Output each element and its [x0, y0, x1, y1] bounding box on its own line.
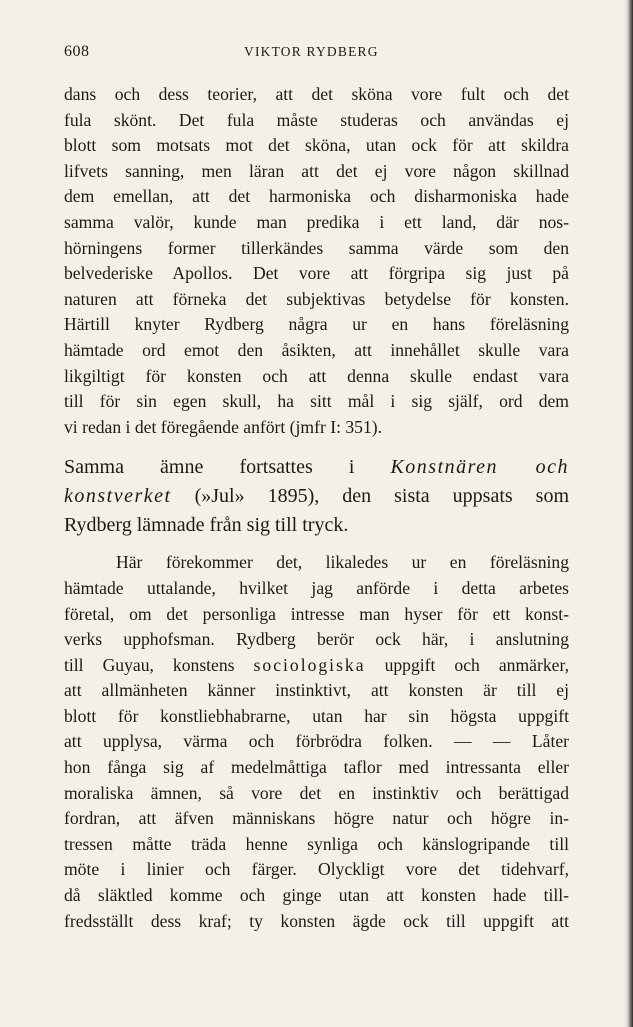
text-line: möte i linier och färger. Olyckligt vore det tidehvarf, [64, 859, 569, 880]
text-line: att upplysa, värma och förbrödra folken. — — Låter [64, 731, 569, 752]
text-line: hämtade ord emot den åsikten, att innehållet skulle vara [64, 339, 569, 360]
text-fragment: till Guyau, konstens [64, 654, 254, 675]
text-line: fula skönt. Det fula måste studeras och användas ej [64, 109, 569, 130]
text-line: vi redan i det föregående anfört (jmfr I: 351). [64, 416, 383, 437]
paragraph-1 [64, 82, 569, 440]
text-line: hämtade uttalande, hvilket jag anförde i detta arbetes [64, 577, 569, 598]
text-line: fordran, att äfven människans högre natur och högre in- [64, 808, 569, 829]
heading-text: Samma ämne fortsattes i [64, 456, 391, 479]
text-line: att allmänheten känner instinktivt, att konsten är till ej [64, 680, 569, 701]
heading-line-3: Rydberg lämnade från sig till tryck. [64, 514, 349, 537]
heading-text: (»Jul» 1895), den sista uppsats som [171, 485, 569, 508]
text-line: Här förekommer det, likaledes ur en föreläsning [116, 552, 569, 573]
text-line: moraliska ämnen, så vore det en instinktiv och berättigad [64, 782, 569, 803]
text-line: Härtill knyter Rydberg några ur en hans föreläsning [64, 314, 569, 335]
running-head: VIKTOR RYDBERG [244, 44, 379, 59]
heading-line-2 [64, 482, 569, 511]
text-line: naturen att förneka det subjektivas betydelse för konsten. [64, 288, 569, 309]
text-line: lifvets sanning, men läran att det ej vore någon skillnad [64, 160, 569, 181]
text-line: hörningens former tillerkändes samma värde som den [64, 237, 569, 258]
text-line: belvederiske Apollos. Det vore att förgripa sig just på [64, 263, 569, 284]
text-line: verks upphofsman. Rydberg berör ock här, i anslutning [64, 629, 569, 650]
text-line: samma valör, kunde man predika i ett land, där nos- [64, 211, 569, 232]
text-line: blott som motsats mot det sköna, utan ock för att skildra [64, 135, 569, 156]
text-line: tressen måtte träda henne synliga och känslogripande till [64, 833, 569, 854]
text-line: likgiltigt för konsten och att denna skulle endast vara [64, 365, 569, 386]
text-line: blott för konstliebhabrarne, utan har sin högsta uppgift [64, 705, 569, 726]
work-title-part-1: Konstnären och [390, 456, 569, 479]
text-line: dem emellan, att det harmoniska och disharmoniska hade [64, 186, 569, 207]
page-edge-shadow [624, 0, 633, 1027]
text-line: företal, om det personliga intresse man hyser för ett konst- [64, 603, 569, 624]
page-number: 608 [64, 43, 90, 60]
text-line: fredsställt dess kraf; ty konsten ägde ock till uppgift att [64, 910, 569, 931]
body-text [64, 82, 569, 934]
page-header [64, 43, 569, 65]
text-line [64, 653, 569, 679]
paragraph-2 [64, 550, 569, 934]
text-line: hon fånga sig af medelmåttiga taflor med intressanta eller [64, 757, 569, 778]
work-title-part-2: konstverket [64, 485, 172, 508]
section-heading [64, 453, 569, 540]
text-line: då släktled komme och ginge utan att konsten hade till- [64, 885, 569, 906]
text-fragment: uppgift och anmärker, [365, 654, 569, 675]
text-line: dans och dess teorier, att det sköna vore fult och det [64, 84, 569, 104]
text-line: till för sin egen skull, ha sitt mål i sig själf, ord dem [64, 391, 569, 412]
heading-line-1 [64, 453, 569, 482]
emphasized-word: sociologiska [253, 654, 366, 675]
